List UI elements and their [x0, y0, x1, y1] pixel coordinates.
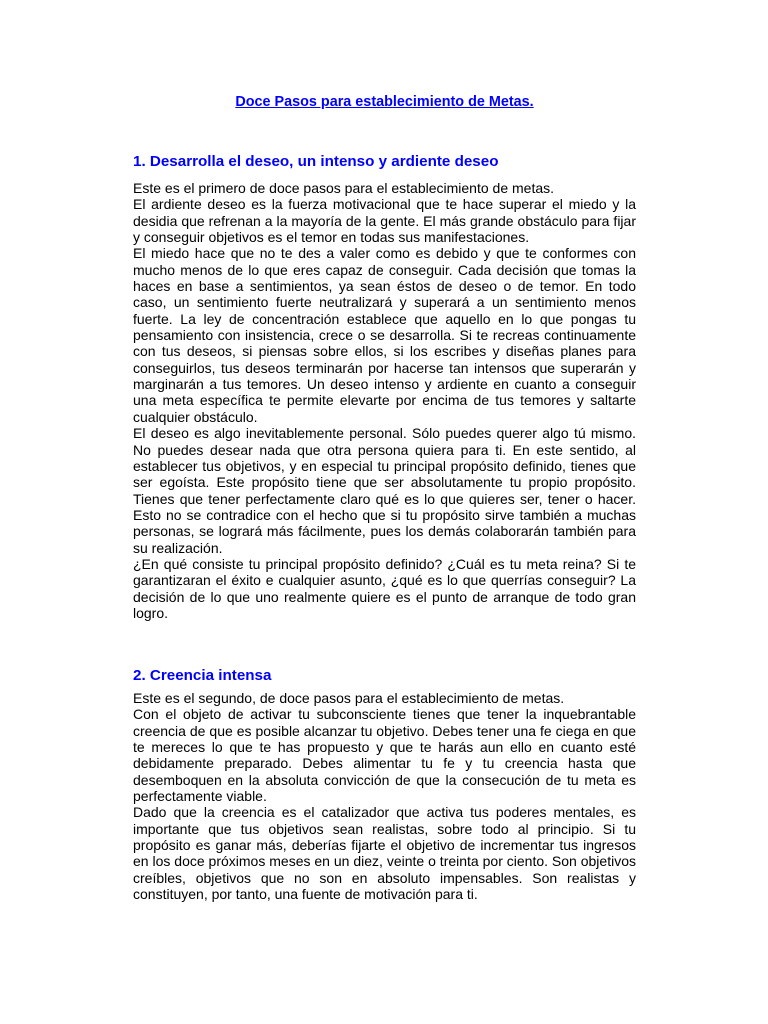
section-2-paragraph-1: Este es el segundo, de doce pasos para el establecimiento de metas.: [133, 690, 565, 706]
section-1-paragraph-5: ¿En qué consiste tu principal propósito definido? ¿Cuál es tu meta reina? Si te garantizaran el éxito e cualquier asunto, ¿qué es lo que querrías conseguir? La decisión de lo que uno realmente quiere es el punto de arranque de todo gran logro.: [133, 555, 636, 621]
section-1-paragraph-1: Este es el primero de doce pasos para el establecimiento de metas.: [133, 180, 555, 196]
section-2-heading: 2. Creencia intensa: [133, 667, 272, 684]
document-title: Doce Pasos para establecimiento de Metas.: [235, 94, 534, 110]
section-1-paragraph-4: El deseo es algo inevitablemente personal. Sólo puedes querer algo tú mismo. No puedes desear nada que otra persona quiera para ti. En este sentido, al establecer tus objetivos, y en especial tu principal propósito definido, tienes que ser egoísta. Este propósito tiene que ser absolutamente tu propio propósito. Tienes que tener perfectamente claro qué es lo que quieres ser, tener o hacer. Esto no se contradice con el hecho que si tu propósito sirve también a muchas personas, se logrará más fácilmente, pues los demás colaborarán también para su realización.: [133, 425, 636, 556]
section-1-paragraph-3: El miedo hace que no te des a valer como es debido y que te conformes con mucho menos de lo que eres capaz de conseguir. Cada decisión que tomas la haces en base a sentimientos, ya sean éstos de deseo o de temor. En todo caso, un sentimiento fuerte neutralizará y superará a un sentimiento menos fuerte. La ley de concentración establece que aquello en lo que pongas tu pensamiento con insistencia, crece o se desarrolla. Si te recreas continuamente con tus deseos, si piensas sobre ellos, si los escribes y diseñas planes para conseguirlos, tus deseos terminarán por hacerse tan intensos que superarán y marginarán a tus temores. Un deseo intenso y ardiente en cuanto a conseguir una meta específica te permite elevarte por encima de tus temores y saltarte cualquier obstáculo.: [133, 245, 636, 425]
section-1-body: [133, 180, 636, 621]
section-2-body: [133, 690, 636, 902]
section-2-paragraph-2: Con el objeto de activar tu subconsciente tienes que tener la inquebrantable creencia de que es posible alcanzar tu objetivo. Debes tener una fe ciega en que te mereces lo que te has propuesto y que te harás aun ello en cuanto esté debidamente preparado. Debes alimentar tu fe y tu creencia hasta que desemboquen en la absoluta convicción de que la consecución de tu meta es perfectamente viable.: [133, 706, 636, 805]
section-1-heading: 1. Desarrolla el deseo, un intenso y ardiente deseo: [133, 153, 499, 170]
section-2-paragraph-3: Dado que la creencia es el catalizador que activa tus poderes mentales, es importante que tus objetivos sean realistas, sobre todo al principio. Si tu propósito es ganar más, deberías fijarte el objetivo de incrementar tus ingresos en los doce próximos meses en un diez, veinte o treinta por ciento. Son objetivos creíbles, objetivos que no son en absoluto impensables. Son realistas y constituyen, por tanto, una fuente de motivación para ti.: [133, 804, 636, 903]
section-1-paragraph-2: El ardiente deseo es la fuerza motivacional que te hace superar el miedo y la desidia que refrenan a la mayoría de la gente. El más grande obstáculo para fijar y conseguir objetivos es el temor en todas sus manifestaciones.: [133, 196, 636, 246]
